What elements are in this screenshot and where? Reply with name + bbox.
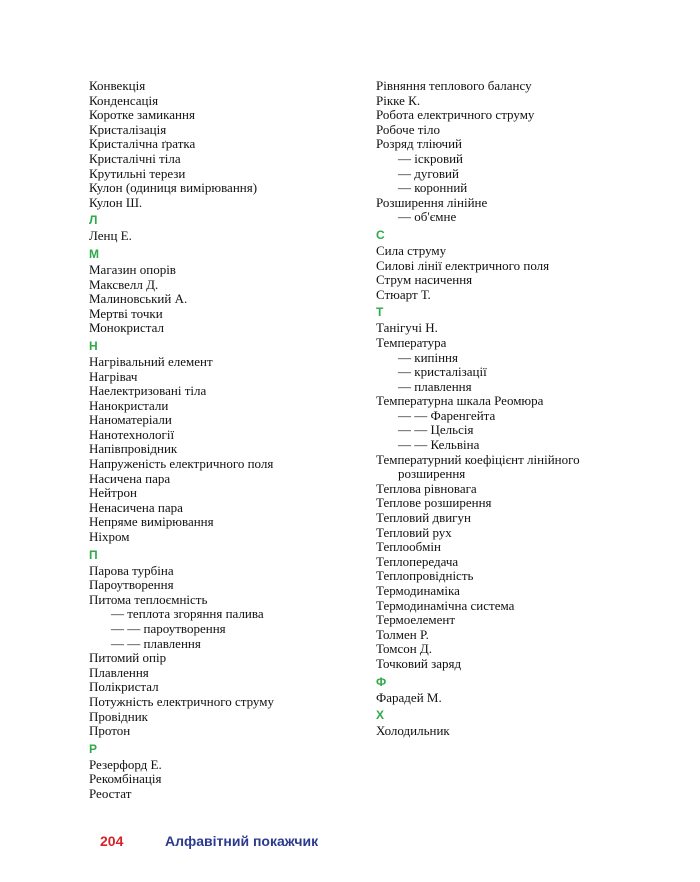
index-entry: Робота електричного струму <box>376 107 535 123</box>
index-entry: Напівпровідник <box>89 441 178 457</box>
page-number: 204 <box>100 833 124 849</box>
index-entry: Малиновський А. <box>89 291 188 307</box>
index-letter-heading: Ф <box>376 674 387 689</box>
index-subentry: — теплота згоряння палива <box>111 606 264 622</box>
index-entry: Силові лінії електричного поля <box>376 257 550 273</box>
index-entry: Температурна шкала Реомюра <box>376 393 544 409</box>
index-subentry: — кипіння <box>398 349 458 365</box>
index-entry: Термодинамічна система <box>376 597 515 613</box>
index-entry: Наноматеріали <box>89 412 172 428</box>
index-entry: Теплопровідність <box>376 568 474 584</box>
index-entry: Питома теплоємність <box>89 591 208 607</box>
index-entry: Пароутворення <box>89 577 174 593</box>
index-entry: Тепловий рух <box>376 524 452 540</box>
index-entry: Ненасичена пара <box>89 499 183 515</box>
index-entry: Термоелемент <box>376 612 456 628</box>
index-entry: Термодинаміка <box>376 583 460 598</box>
index-entry: Магазин опорів <box>89 261 176 277</box>
index-entry: Кулон (одиниця вимірювання) <box>89 180 258 196</box>
index-entry: Непряме вимірювання <box>89 514 214 530</box>
index-entry: Максвелл Д. <box>89 276 159 292</box>
index-entry: Конвекція <box>89 78 146 93</box>
index-entry: Кристалізація <box>89 121 167 137</box>
index-entry: Парова турбіна <box>89 562 174 578</box>
index-entry: Температура <box>376 334 447 350</box>
index-letter-heading: С <box>376 227 385 242</box>
index-entry-text: Температурний коефіцієнт лінійного <box>376 451 580 467</box>
index-entry: Наелектризовані тіла <box>89 383 207 399</box>
index-entry: Нанокристали <box>89 397 169 413</box>
index-entry: Теплопередача <box>376 553 459 569</box>
index-letter-heading: Н <box>89 338 98 353</box>
section-title: Алфавітний покажчик <box>165 833 319 849</box>
index-subentry: — коронний <box>398 180 468 196</box>
index-entry: Рікке К. <box>376 92 421 108</box>
index-entry: Мертві точки <box>89 305 163 321</box>
index-entry: Нагрівач <box>89 368 138 384</box>
index-letter-heading: Х <box>376 708 385 723</box>
index-entry: Розряд тліючий <box>376 136 463 152</box>
index-entry: Полікристал <box>89 679 159 695</box>
index-entry: Насичена пара <box>89 470 171 486</box>
index-entry: Танігучі Н. <box>376 320 438 336</box>
index-entry: Нанотехнології <box>89 426 175 442</box>
index-entry: Струм насичення <box>376 272 473 288</box>
index-letter-heading: М <box>89 246 99 261</box>
index-entry: Напруженість електричного поля <box>89 456 274 472</box>
index-entry: Теплообмін <box>376 539 441 555</box>
index-entry: Резерфорд Е. <box>89 756 162 772</box>
index-entry: Теплове розширення <box>376 495 492 511</box>
index-entry: Робоче тіло <box>376 121 441 137</box>
index-entry: Кристалічна ґратка <box>89 136 196 152</box>
index-subentry: — об'ємне <box>398 209 457 225</box>
index-entry: Холодильник <box>376 723 450 739</box>
index-entry: Сила струму <box>376 242 447 258</box>
index-entry: Реостат <box>89 785 132 801</box>
index-entry: Теплова рівновага <box>376 480 477 496</box>
index-column-left <box>89 79 359 802</box>
index-entry: Крутильні терези <box>89 165 186 181</box>
index-entry: Кулон Ш. <box>89 194 143 210</box>
index-letter-heading: Л <box>89 213 98 228</box>
index-subentry: — іскровий <box>398 150 463 166</box>
index-subentry: — — Цельсія <box>398 422 474 438</box>
index-entry: Нейтрон <box>89 485 137 501</box>
index-entry: Конденсація <box>89 92 159 108</box>
index-entry: Тепловий двигун <box>376 510 471 526</box>
index-entry: Кристалічні тіла <box>89 150 181 166</box>
index-entry: Стюарт Т. <box>376 286 431 302</box>
index-entry: Рекомбінація <box>89 771 162 787</box>
index-subentry: — — Кельвіна <box>398 437 480 453</box>
index-entry: Ленц Е. <box>89 228 132 244</box>
index-entry: Томсон Д. <box>376 641 433 657</box>
index-entry: Протон <box>89 723 131 739</box>
index-entry: Фарадей М. <box>376 689 442 705</box>
index-entry: Точковий заряд <box>376 655 462 671</box>
index-letter-heading: П <box>89 547 98 562</box>
index-letter-heading: Т <box>376 305 384 320</box>
index-subentry: — дуговий <box>398 165 459 181</box>
index-entry: Провідник <box>89 708 148 724</box>
index-letter-heading: Р <box>89 741 98 756</box>
page-footer <box>100 833 319 851</box>
index-subentry: — — плавлення <box>111 635 201 651</box>
index-subentry: — — Фаренгейта <box>398 407 496 423</box>
index-entry: Толмен Р. <box>376 626 429 642</box>
index-entry: Монокристал <box>89 320 164 336</box>
index-subentry: — — пароутворення <box>111 621 226 636</box>
index-entry: Розширення лінійне <box>376 194 488 210</box>
index-subentry: — кристалізації <box>398 364 487 380</box>
index-entry: Ніхром <box>89 529 130 545</box>
index-entry: Коротке замикання <box>89 107 195 123</box>
index-entry <box>376 453 676 482</box>
index-entry-continuation: розширення <box>398 466 466 482</box>
index-entry: Потужність електричного струму <box>89 693 274 709</box>
index-entry: Плавлення <box>89 664 149 680</box>
index-subentry: — плавлення <box>398 378 472 394</box>
index-entry: Рівняння теплового балансу <box>376 78 532 93</box>
index-column-right <box>376 79 676 739</box>
index-entry: Питомий опір <box>89 650 167 666</box>
index-entry: Нагрівальний елемент <box>89 353 213 369</box>
